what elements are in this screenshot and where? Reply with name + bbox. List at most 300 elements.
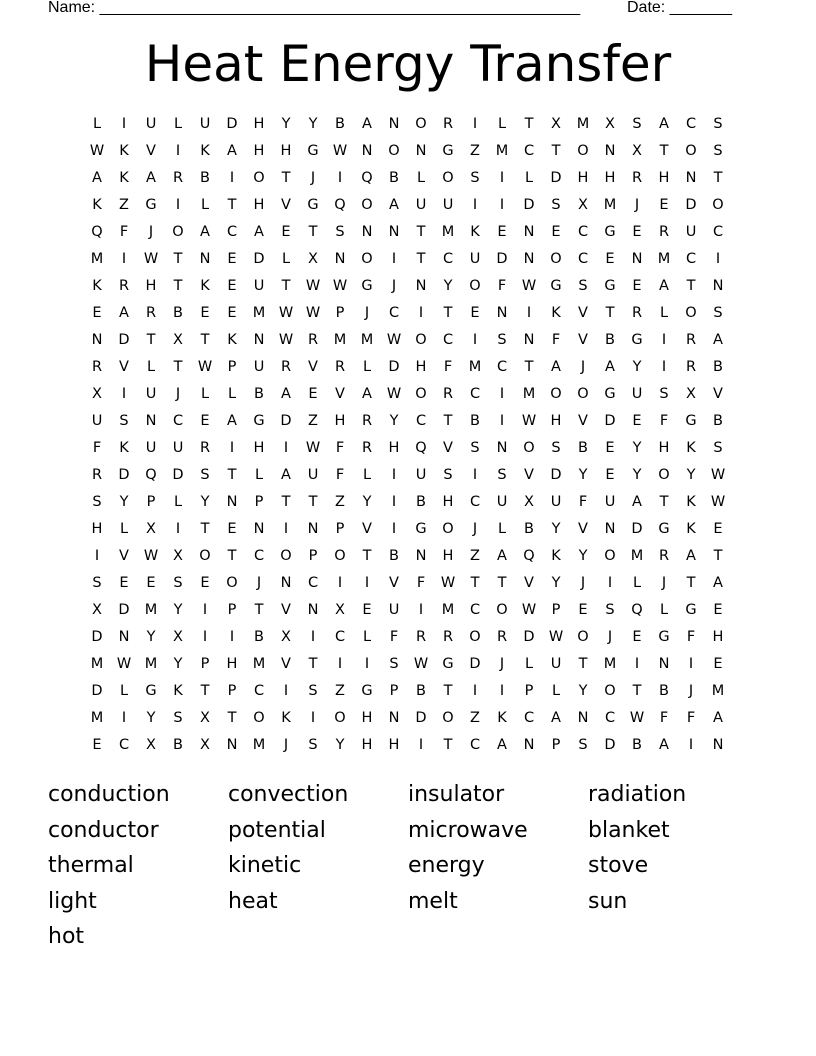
grid-letter: Z: [119, 197, 129, 213]
grid-letter: F: [92, 440, 102, 456]
grid-letter: D: [685, 197, 697, 213]
grid-letter: Z: [335, 683, 345, 699]
grid-letter: R: [631, 305, 643, 321]
grid-letter: T: [308, 494, 318, 510]
grid-letter: D: [523, 197, 535, 213]
grid-letter: B: [659, 683, 669, 699]
grid-letter: M: [630, 548, 644, 564]
grid-letter: I: [472, 467, 478, 483]
grid-letter: E: [470, 305, 480, 321]
grid-letter: Q: [361, 170, 373, 186]
grid-letter: F: [686, 629, 696, 645]
grid-letter: S: [470, 170, 480, 186]
grid-letter: T: [578, 656, 588, 672]
grid-letter: R: [631, 170, 643, 186]
grid-letter: F: [659, 413, 669, 429]
grid-letter: C: [253, 683, 265, 699]
grid-letter: I: [472, 683, 478, 699]
grid-letter: B: [416, 494, 426, 510]
grid-letter: X: [173, 629, 183, 645]
grid-letter: H: [361, 710, 373, 726]
word-bank-item: kinetic: [228, 853, 302, 878]
grid-letter: C: [118, 737, 130, 753]
grid-letter: S: [92, 494, 102, 510]
grid-letter: O: [415, 386, 427, 402]
grid-letter: A: [659, 278, 669, 294]
grid-letter: V: [281, 197, 291, 213]
grid-letter: V: [578, 413, 588, 429]
grid-letter: U: [469, 251, 481, 267]
grid-letter: L: [524, 170, 534, 186]
grid-letter: D: [388, 359, 400, 375]
grid-letter: R: [280, 359, 292, 375]
grid-letter: W: [332, 143, 348, 159]
grid-letter: O: [550, 251, 562, 267]
grid-letter: Z: [470, 143, 480, 159]
grid-letter: T: [173, 359, 183, 375]
grid-letter: H: [712, 629, 724, 645]
word-bank-item: microwave: [408, 817, 528, 843]
grid-letter: M: [576, 116, 590, 132]
grid-letter: T: [416, 224, 426, 240]
grid-letter: N: [361, 224, 373, 240]
grid-letter: M: [711, 683, 725, 699]
grid-letter: G: [631, 332, 643, 348]
grid-letter: N: [199, 251, 211, 267]
grid-letter: N: [604, 521, 616, 537]
grid-letter: I: [391, 521, 397, 537]
grid-letter: C: [469, 602, 481, 618]
grid-letter: D: [631, 521, 643, 537]
grid-letter: J: [499, 656, 505, 672]
grid-letter: G: [253, 413, 265, 429]
grid-letter: A: [119, 305, 129, 321]
grid-letter: J: [634, 197, 640, 213]
grid-letter: A: [713, 575, 723, 591]
grid-letter: B: [416, 683, 426, 699]
grid-letter: O: [685, 305, 697, 321]
grid-letter: R: [91, 359, 103, 375]
grid-letter: I: [283, 521, 289, 537]
grid-letter: S: [92, 575, 102, 591]
grid-letter: M: [252, 737, 266, 753]
grid-letter: S: [335, 224, 345, 240]
grid-letter: W: [143, 548, 159, 564]
grid-letter: E: [227, 305, 237, 321]
grid-letter: F: [416, 575, 426, 591]
grid-letter: L: [281, 251, 291, 267]
grid-letter: V: [443, 440, 453, 456]
grid-letter: W: [440, 575, 456, 591]
grid-letter: U: [172, 440, 184, 456]
grid-letter: A: [227, 413, 237, 429]
grid-letter: O: [253, 170, 265, 186]
grid-letter: I: [391, 494, 397, 510]
grid-letter: T: [200, 332, 210, 348]
grid-letter: H: [658, 440, 670, 456]
grid-letter: G: [658, 629, 670, 645]
grid-letter: X: [173, 332, 183, 348]
grid-letter: I: [175, 197, 181, 213]
grid-letter: N: [496, 440, 508, 456]
grid-letter: D: [550, 170, 562, 186]
grid-letter: W: [521, 278, 537, 294]
grid-letter: H: [388, 737, 400, 753]
grid-letter: R: [172, 170, 184, 186]
grid-letter: E: [605, 251, 615, 267]
grid-letter: D: [118, 602, 130, 618]
grid-letter: T: [227, 467, 237, 483]
grid-letter: T: [713, 170, 723, 186]
grid-letter: R: [307, 332, 319, 348]
grid-letter: U: [415, 197, 427, 213]
grid-letter: T: [443, 737, 453, 753]
grid-letter: R: [685, 359, 697, 375]
grid-letter: L: [362, 359, 372, 375]
grid-letter: C: [226, 224, 238, 240]
grid-letter: H: [361, 737, 373, 753]
grid-letter: Y: [281, 116, 291, 132]
grid-letter: A: [497, 737, 507, 753]
grid-letter: K: [686, 494, 696, 510]
grid-letter: Q: [415, 440, 427, 456]
grid-letter: O: [469, 278, 481, 294]
grid-letter: B: [713, 359, 723, 375]
grid-letter: G: [442, 143, 454, 159]
grid-letter: E: [713, 656, 723, 672]
grid-letter: T: [254, 602, 264, 618]
grid-letter: N: [415, 278, 427, 294]
grid-letter: P: [227, 602, 237, 618]
grid-letter: H: [253, 116, 265, 132]
grid-letter: B: [578, 440, 588, 456]
grid-letter: A: [227, 143, 237, 159]
grid-letter: Y: [686, 467, 696, 483]
grid-letter: I: [337, 170, 343, 186]
grid-letter: V: [281, 656, 291, 672]
grid-letter: N: [685, 170, 697, 186]
grid-letter: K: [686, 521, 696, 537]
grid-letter: H: [334, 413, 346, 429]
grid-letter: M: [603, 656, 617, 672]
grid-letter: P: [227, 683, 237, 699]
grid-letter: P: [335, 521, 345, 537]
grid-letter: B: [713, 413, 723, 429]
grid-letter: W: [197, 359, 213, 375]
grid-letter: D: [118, 467, 130, 483]
grid-letter: N: [307, 521, 319, 537]
grid-letter: D: [91, 629, 103, 645]
grid-letter: O: [658, 467, 670, 483]
grid-letter: E: [713, 521, 723, 537]
grid-letter: U: [415, 467, 427, 483]
grid-letter: N: [523, 332, 535, 348]
grid-letter: N: [712, 737, 724, 753]
grid-letter: B: [470, 413, 480, 429]
grid-letter: D: [523, 629, 535, 645]
grid-letter: S: [578, 737, 588, 753]
grid-letter: A: [659, 116, 669, 132]
grid-letter: C: [415, 413, 427, 429]
grid-letter: H: [91, 521, 103, 537]
word-bank-item: potential: [228, 817, 326, 843]
grid-letter: K: [92, 278, 102, 294]
grid-letter: K: [200, 278, 210, 294]
grid-letter: X: [200, 737, 210, 753]
grid-letter: R: [361, 413, 373, 429]
grid-letter: X: [173, 548, 183, 564]
grid-letter: R: [145, 305, 157, 321]
grid-letter: I: [607, 575, 613, 591]
grid-letter: O: [334, 548, 346, 564]
grid-letter: W: [413, 656, 429, 672]
grid-letter: G: [145, 197, 157, 213]
word-bank-item: thermal: [48, 853, 134, 878]
grid-letter: Q: [334, 197, 346, 213]
grid-letter: V: [524, 575, 534, 591]
grid-letter: W: [89, 143, 105, 159]
grid-letter: I: [202, 629, 208, 645]
grid-letter: N: [145, 413, 157, 429]
grid-letter: N: [253, 332, 265, 348]
grid-letter: O: [253, 710, 265, 726]
word-bank-item: hot: [48, 924, 85, 949]
grid-letter: E: [200, 413, 210, 429]
grid-letter: U: [307, 467, 319, 483]
grid-letter: N: [226, 737, 238, 753]
grid-letter: I: [229, 440, 235, 456]
grid-letter: O: [685, 143, 697, 159]
grid-letter: T: [470, 575, 480, 591]
grid-letter: L: [551, 683, 561, 699]
grid-letter: A: [362, 386, 372, 402]
grid-letter: B: [254, 629, 264, 645]
grid-letter: W: [521, 413, 537, 429]
grid-letter: A: [254, 224, 264, 240]
grid-letter: N: [388, 224, 400, 240]
grid-letter: J: [175, 386, 181, 402]
grid-letter: G: [415, 521, 427, 537]
grid-letter: E: [632, 224, 642, 240]
grid-letter: U: [685, 224, 697, 240]
grid-letter: E: [119, 575, 129, 591]
grid-letter: C: [172, 413, 184, 429]
grid-letter: I: [229, 170, 235, 186]
grid-letter: O: [469, 629, 481, 645]
grid-letter: M: [144, 656, 158, 672]
grid-letter: T: [524, 359, 534, 375]
grid-letter: S: [200, 467, 210, 483]
grid-letter: N: [307, 602, 319, 618]
grid-letter: R: [442, 116, 454, 132]
grid-letter: I: [391, 467, 397, 483]
grid-letter: C: [442, 251, 454, 267]
grid-letter: B: [389, 170, 399, 186]
grid-letter: W: [116, 656, 132, 672]
grid-letter: T: [443, 683, 453, 699]
grid-letter: X: [92, 386, 102, 402]
grid-letter: I: [337, 575, 343, 591]
grid-letter: O: [496, 602, 508, 618]
grid-letter: H: [577, 170, 589, 186]
grid-letter: M: [603, 197, 617, 213]
grid-letter: A: [713, 710, 723, 726]
grid-letter: C: [712, 224, 724, 240]
grid-letter: E: [659, 197, 669, 213]
grid-letter: I: [418, 737, 424, 753]
grid-letter: O: [361, 197, 373, 213]
grid-letter: F: [335, 467, 345, 483]
grid-letter: Z: [335, 494, 345, 510]
grid-letter: Q: [145, 467, 157, 483]
grid-letter: I: [688, 656, 694, 672]
grid-letter: I: [661, 332, 667, 348]
grid-letter: Z: [470, 548, 480, 564]
grid-letter: I: [121, 386, 127, 402]
grid-letter: R: [334, 359, 346, 375]
grid-letter: H: [253, 143, 265, 159]
grid-letter: X: [686, 386, 696, 402]
grid-letter: D: [172, 467, 184, 483]
grid-letter: I: [499, 386, 505, 402]
grid-letter: B: [335, 116, 345, 132]
word-bank-item: sun: [588, 888, 628, 914]
grid-letter: F: [119, 224, 129, 240]
grid-letter: C: [253, 548, 265, 564]
grid-letter: Y: [632, 467, 642, 483]
grid-letter: S: [497, 467, 507, 483]
grid-letter: N: [523, 224, 535, 240]
grid-letter: M: [657, 251, 671, 267]
grid-letter: J: [688, 683, 694, 699]
grid-letter: M: [495, 143, 509, 159]
grid-letter: T: [308, 224, 318, 240]
grid-letter: Q: [91, 224, 103, 240]
grid-letter: I: [310, 710, 316, 726]
grid-letter: X: [551, 116, 561, 132]
grid-letter: A: [92, 170, 102, 186]
grid-letter: K: [119, 143, 129, 159]
grid-letter: P: [254, 494, 264, 510]
grid-letter: I: [94, 548, 100, 564]
grid-letter: L: [524, 656, 534, 672]
grid-letter: W: [332, 278, 348, 294]
grid-letter: U: [145, 116, 157, 132]
grid-letter: M: [468, 359, 482, 375]
grid-letter: A: [146, 170, 156, 186]
grid-letter: G: [307, 143, 319, 159]
grid-letter: T: [173, 278, 183, 294]
grid-letter: N: [496, 305, 508, 321]
grid-letter: E: [92, 737, 102, 753]
grid-letter: J: [310, 170, 316, 186]
grid-letter: H: [550, 413, 562, 429]
grid-letter: O: [388, 143, 400, 159]
grid-letter: K: [119, 170, 129, 186]
grid-letter: N: [658, 656, 670, 672]
grid-letter: S: [578, 278, 588, 294]
grid-letter: E: [92, 305, 102, 321]
grid-letter: M: [252, 305, 266, 321]
grid-letter: W: [386, 386, 402, 402]
grid-letter: R: [91, 467, 103, 483]
grid-letter: E: [551, 224, 561, 240]
grid-letter: J: [364, 305, 370, 321]
grid-letter: C: [685, 116, 697, 132]
grid-letter: L: [497, 521, 507, 537]
grid-letter: E: [227, 521, 237, 537]
grid-letter: A: [713, 332, 723, 348]
grid-letter: O: [442, 170, 454, 186]
date-field[interactable]: Date: _______: [627, 0, 732, 16]
grid-letter: T: [416, 251, 426, 267]
grid-letter: H: [280, 143, 292, 159]
grid-letter: F: [686, 710, 696, 726]
grid-letter: P: [551, 737, 561, 753]
grid-letter: V: [146, 143, 156, 159]
grid-letter: R: [685, 332, 697, 348]
grid-letter: V: [119, 548, 129, 564]
grid-letter: N: [577, 710, 589, 726]
grid-letter: K: [686, 440, 696, 456]
grid-letter: Y: [443, 278, 453, 294]
grid-letter: K: [92, 197, 102, 213]
grid-letter: S: [173, 710, 183, 726]
grid-letter: S: [443, 467, 453, 483]
grid-letter: L: [362, 467, 372, 483]
grid-letter: H: [442, 548, 454, 564]
grid-letter: A: [362, 116, 372, 132]
grid-letter: I: [499, 413, 505, 429]
grid-letter: D: [415, 710, 427, 726]
grid-letter: T: [713, 548, 723, 564]
grid-letter: I: [175, 143, 181, 159]
grid-letter: F: [497, 278, 507, 294]
grid-letter: F: [659, 710, 669, 726]
grid-letter: E: [200, 305, 210, 321]
grid-letter: I: [121, 710, 127, 726]
grid-letter: T: [227, 197, 237, 213]
grid-letter: N: [631, 251, 643, 267]
grid-letter: O: [334, 710, 346, 726]
grid-letter: T: [605, 305, 615, 321]
grid-letter: T: [281, 494, 291, 510]
grid-letter: O: [415, 332, 427, 348]
grid-letter: K: [119, 440, 129, 456]
word-bank-item: heat: [228, 888, 278, 914]
grid-letter: B: [632, 737, 642, 753]
grid-letter: I: [364, 656, 370, 672]
grid-letter: D: [496, 251, 508, 267]
grid-letter: G: [307, 197, 319, 213]
grid-letter: O: [577, 629, 589, 645]
grid-letter: L: [497, 116, 507, 132]
grid-letter: O: [523, 440, 535, 456]
grid-letter: A: [281, 467, 291, 483]
grid-letter: L: [173, 116, 183, 132]
grid-letter: I: [499, 683, 505, 699]
grid-letter: J: [607, 629, 613, 645]
grid-letter: O: [172, 224, 184, 240]
grid-letter: U: [253, 359, 265, 375]
grid-letter: S: [659, 386, 669, 402]
grid-letter: P: [227, 359, 237, 375]
grid-letter: G: [658, 521, 670, 537]
word-bank-item: conductor: [48, 817, 159, 843]
grid-letter: G: [361, 683, 373, 699]
grid-letter: U: [91, 413, 103, 429]
name-field[interactable]: Name: ______________________________________________________: [48, 0, 581, 16]
